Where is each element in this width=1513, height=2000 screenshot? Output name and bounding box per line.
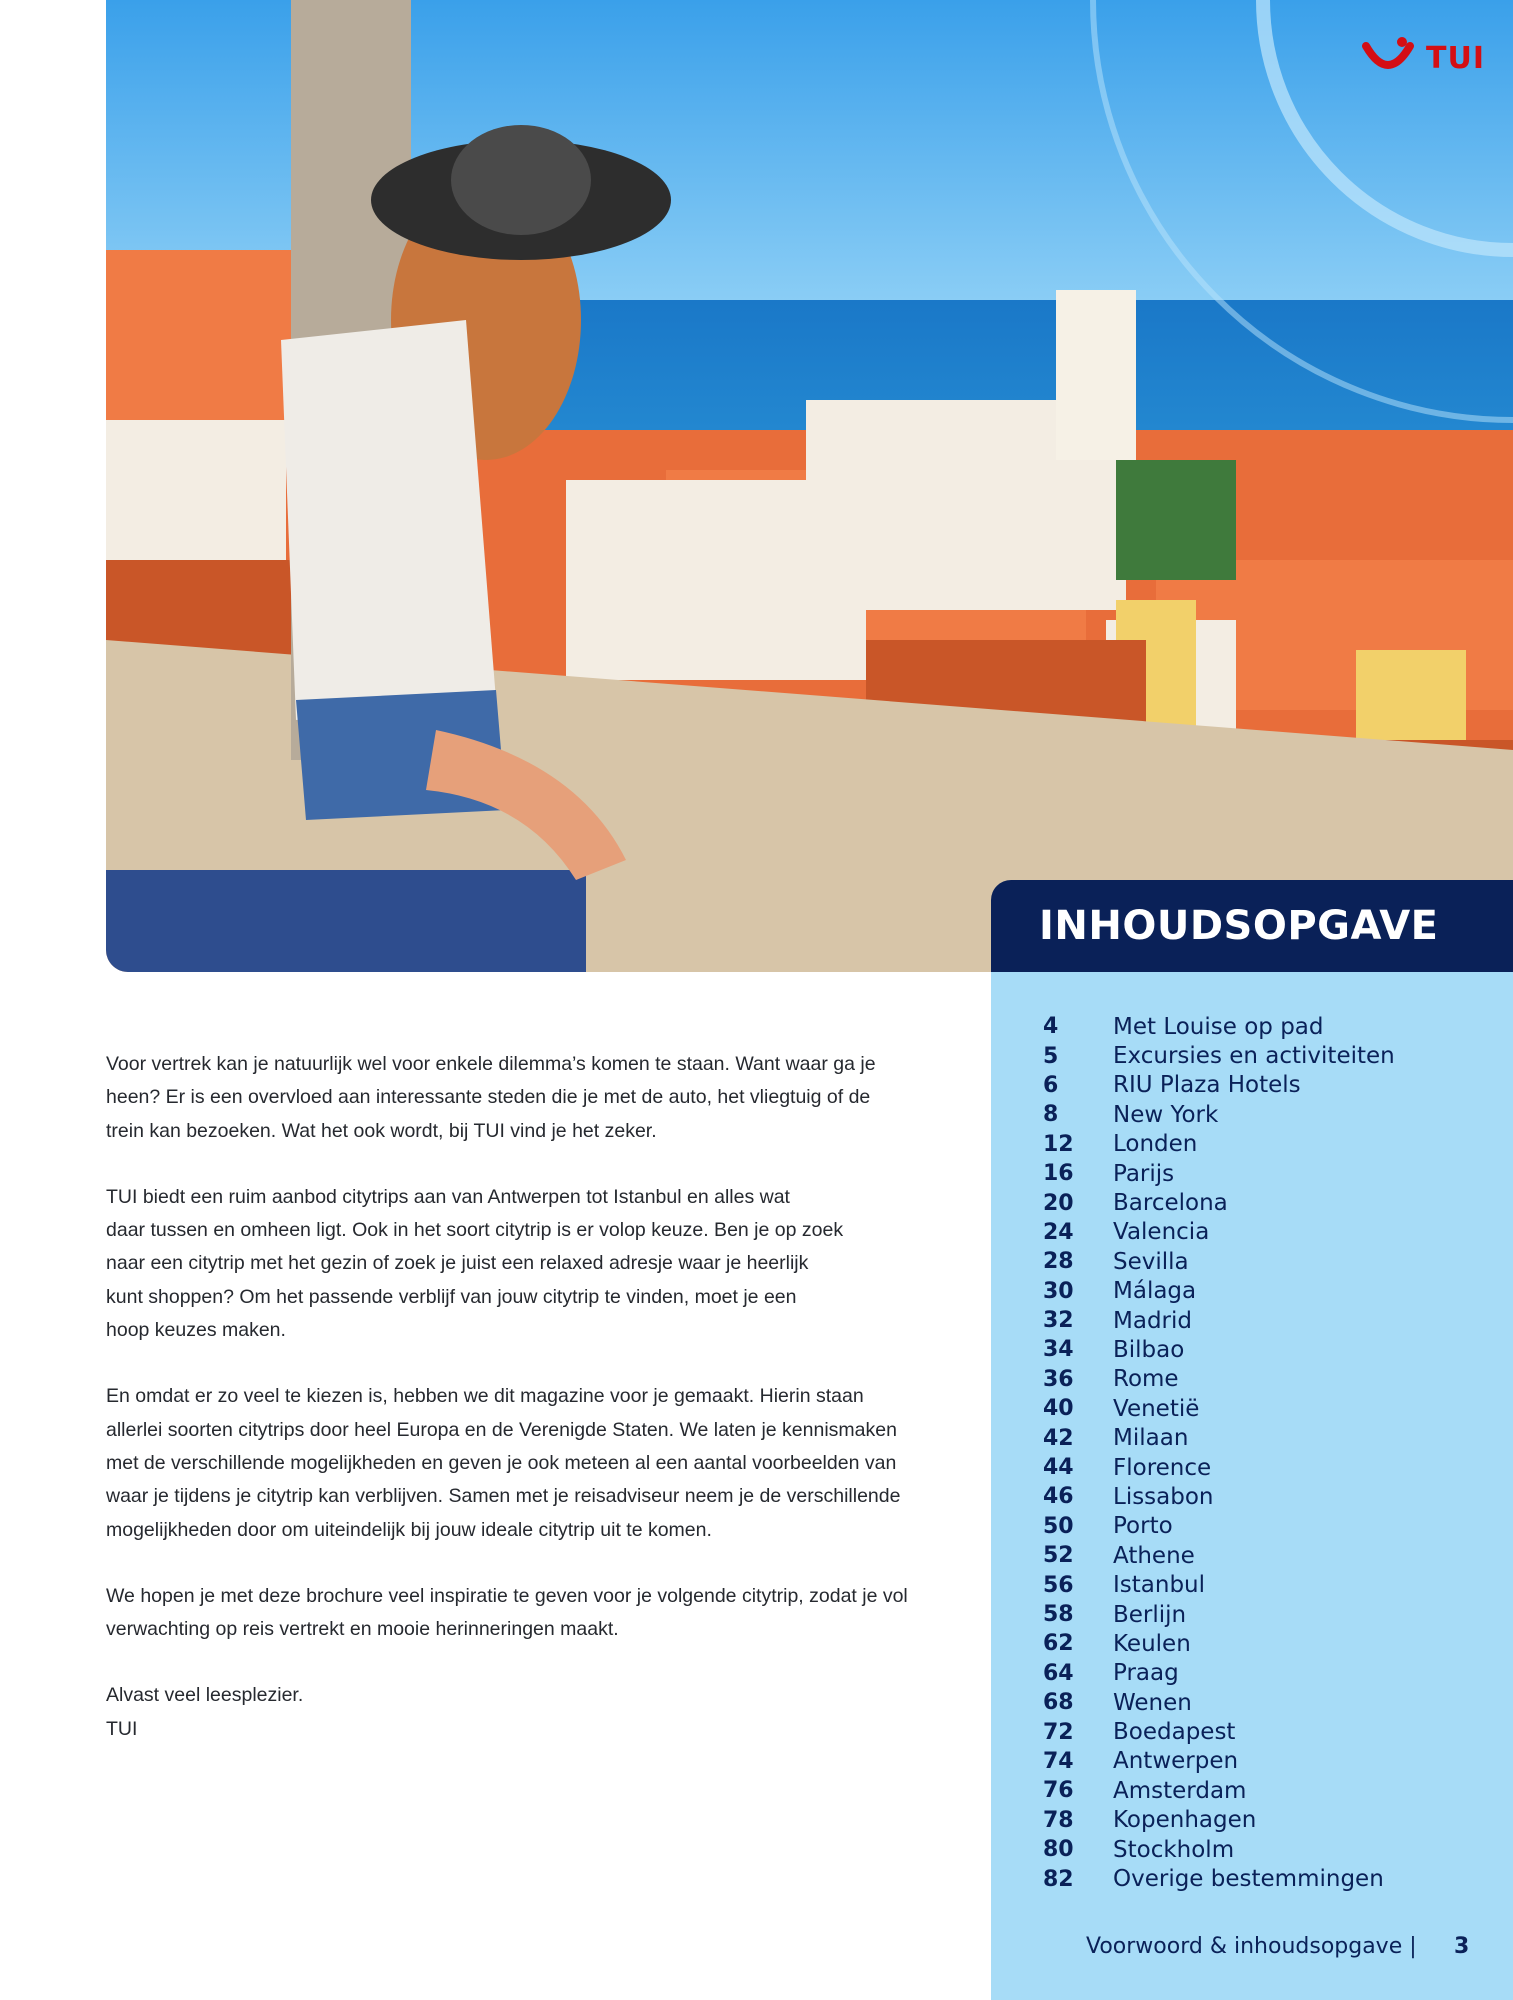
footer-page-number: 3 xyxy=(1454,1934,1470,1959)
toc-page-number: 50 xyxy=(1043,1513,1074,1539)
toc-item[interactable] xyxy=(1043,1012,1395,1041)
toc-page-number: 44 xyxy=(1043,1455,1074,1481)
intro-paragraph xyxy=(106,1580,946,1647)
toc-page-number: 8 xyxy=(1043,1102,1059,1128)
toc-header xyxy=(991,880,1513,972)
toc-page-number: 16 xyxy=(1043,1161,1074,1187)
toc-item[interactable] xyxy=(1043,1335,1395,1364)
toc-item[interactable] xyxy=(1043,1629,1395,1658)
toc-page-number: 82 xyxy=(1043,1866,1074,1892)
intro-paragraph xyxy=(106,1048,946,1148)
intro-paragraph xyxy=(106,1380,946,1546)
toc-item-title: Stockholm xyxy=(1113,1836,1235,1863)
toc-item-title: Excursies en activiteiten xyxy=(1113,1043,1395,1070)
intro-closing xyxy=(106,1679,946,1746)
toc-item-title: Antwerpen xyxy=(1113,1748,1239,1775)
toc-item-title: Milaan xyxy=(1113,1425,1189,1452)
toc-item[interactable] xyxy=(1043,1806,1395,1835)
toc-page-number: 36 xyxy=(1043,1366,1074,1392)
toc-page-number: 42 xyxy=(1043,1425,1074,1451)
toc-item-title: Málaga xyxy=(1113,1278,1197,1305)
toc-item[interactable] xyxy=(1043,1864,1395,1893)
toc-page-number: 24 xyxy=(1043,1219,1074,1245)
toc-item[interactable] xyxy=(1043,1100,1395,1129)
text-line: trein kan bezoeken. Wat het ook wordt, bij TUI vind je het zeker. xyxy=(106,1119,657,1142)
text-line: allerlei soorten citytrips door heel Europa en de Verenigde Staten. We laten je kennismaken xyxy=(106,1418,897,1441)
toc-item[interactable] xyxy=(1043,1570,1395,1599)
toc-item-title: Boedapest xyxy=(1113,1719,1236,1746)
intro-paragraph xyxy=(106,1181,946,1347)
toc-page-number: 5 xyxy=(1043,1043,1059,1069)
toc-panel xyxy=(991,972,1513,2000)
toc-page-number: 64 xyxy=(1043,1660,1074,1686)
intro-text xyxy=(106,1048,946,1779)
text-line: Voor vertrek kan je natuurlijk wel voor enkele dilemma’s komen te staan. Want waar ga je xyxy=(106,1053,876,1075)
toc-item[interactable] xyxy=(1043,1159,1395,1188)
toc-item[interactable] xyxy=(1043,1600,1395,1629)
toc-item[interactable] xyxy=(1043,1512,1395,1541)
toc-item[interactable] xyxy=(1043,1188,1395,1217)
toc-item-title: Met Louise op pad xyxy=(1113,1013,1324,1040)
toc-item[interactable] xyxy=(1043,1423,1395,1452)
toc-item[interactable] xyxy=(1043,1541,1395,1570)
toc-page-number: 20 xyxy=(1043,1190,1074,1216)
toc-page-number: 62 xyxy=(1043,1631,1074,1657)
toc-item[interactable] xyxy=(1043,1394,1395,1423)
text-line: mogelijkheden door om uiteindelijk bij jouw ideale citytrip uit te komen. xyxy=(106,1518,712,1541)
toc-item[interactable] xyxy=(1043,1130,1395,1159)
lisbon-rooftops-photo xyxy=(106,0,1513,972)
toc-title: INHOUDSOPGAVE xyxy=(1039,903,1439,949)
toc-item-title: Venetië xyxy=(1113,1395,1200,1422)
toc-page-number: 4 xyxy=(1043,1014,1059,1040)
toc-item[interactable] xyxy=(1043,1776,1395,1805)
toc-page-number: 78 xyxy=(1043,1807,1074,1833)
toc-item[interactable] xyxy=(1043,1247,1395,1276)
toc-item-title: Rome xyxy=(1113,1366,1179,1393)
hero-photo xyxy=(106,0,1513,972)
toc-item[interactable] xyxy=(1043,1688,1395,1717)
toc-item-title: Sevilla xyxy=(1113,1248,1189,1275)
toc-page-number: 72 xyxy=(1043,1719,1074,1745)
text-line: kunt shoppen? Om het passende verblijf van jouw citytrip te vinden, moet je een xyxy=(106,1285,797,1308)
text-line: naar een citytrip met het gezin of zoek je juist een relaxed adresje waar je heerlijk xyxy=(106,1252,809,1275)
footer-section-label: Voorwoord & inhoudsopgave | xyxy=(1086,1934,1417,1959)
text-line: We hopen je met deze brochure veel inspiratie te geven voor je volgende citytrip, zodat je vol xyxy=(106,1584,908,1607)
toc-item-title: Wenen xyxy=(1113,1689,1192,1716)
toc-page-number: 30 xyxy=(1043,1278,1074,1304)
toc-item-title: Overige bestemmingen xyxy=(1113,1866,1384,1893)
toc-page-number: 32 xyxy=(1043,1308,1074,1334)
toc-item-title: Madrid xyxy=(1113,1307,1192,1334)
toc-page-number: 40 xyxy=(1043,1396,1074,1422)
toc-item-title: Praag xyxy=(1113,1660,1179,1687)
toc-item-title: Florence xyxy=(1113,1454,1212,1481)
text-line: En omdat er zo veel te kiezen is, hebben we dit magazine voor je gemaakt. Hierin staan xyxy=(106,1385,864,1408)
toc-item[interactable] xyxy=(1043,1365,1395,1394)
brand-name: TUI xyxy=(1426,40,1485,76)
toc-page-number: 28 xyxy=(1043,1249,1074,1275)
toc-item-title: Barcelona xyxy=(1113,1190,1228,1217)
toc-page-number: 52 xyxy=(1043,1543,1074,1569)
toc-item-title: Istanbul xyxy=(1113,1572,1206,1599)
text-line: heen? Er is een overvloed aan interessante steden die je met de auto, het vliegtuig of de xyxy=(106,1086,871,1109)
text-line: TUI biedt een ruim aanbod citytrips aan van Antwerpen tot Istanbul en alles wat xyxy=(106,1185,790,1208)
toc-page-number: 6 xyxy=(1043,1072,1059,1098)
toc-item-title: Bilbao xyxy=(1113,1336,1185,1363)
toc-item-title: Porto xyxy=(1113,1513,1173,1540)
toc-item-title: Valencia xyxy=(1113,1219,1210,1246)
toc-item[interactable] xyxy=(1043,1071,1395,1100)
toc-item-title: Parijs xyxy=(1113,1160,1175,1187)
toc-item[interactable] xyxy=(1043,1306,1395,1335)
toc-page-number: 34 xyxy=(1043,1337,1074,1363)
toc-item-title: RIU Plaza Hotels xyxy=(1113,1072,1301,1099)
toc-page-number: 76 xyxy=(1043,1778,1074,1804)
toc-page-number: 46 xyxy=(1043,1484,1074,1510)
toc-item-title: Athene xyxy=(1113,1542,1195,1569)
text-line: met de verschillende mogelijkheden en geven je ook meteen al een aantal voorbeelden van xyxy=(106,1451,897,1474)
tui-smile-icon xyxy=(1360,36,1416,80)
toc-item-title: New York xyxy=(1113,1101,1219,1128)
text-line: verwachting op reis vertrekt en mooie herinneringen maakt. xyxy=(106,1618,619,1641)
toc-item[interactable] xyxy=(1043,1482,1395,1511)
text-line: daar tussen en omheen ligt. Ook in het soort citytrip is er volop keuze. Ben je op zoek xyxy=(106,1219,844,1242)
toc-item[interactable] xyxy=(1043,1747,1395,1776)
brand-logo xyxy=(1360,36,1485,80)
text-line: hoop keuzes maken. xyxy=(106,1319,286,1342)
toc-item-title: Amsterdam xyxy=(1113,1777,1247,1804)
signature: TUI xyxy=(106,1717,138,1740)
toc-item[interactable] xyxy=(1043,1717,1395,1746)
toc-item[interactable] xyxy=(1043,1835,1395,1864)
text-line: Alvast veel leesplezier. xyxy=(106,1684,304,1707)
toc-item-title: Kopenhagen xyxy=(1113,1807,1257,1834)
toc-page-number: 12 xyxy=(1043,1131,1074,1157)
toc-item[interactable] xyxy=(1043,1453,1395,1482)
toc-page-number: 74 xyxy=(1043,1748,1074,1774)
toc-item[interactable] xyxy=(1043,1659,1395,1688)
toc-item-title: Londen xyxy=(1113,1131,1198,1158)
toc-item[interactable] xyxy=(1043,1041,1395,1070)
toc-page-number: 80 xyxy=(1043,1837,1074,1863)
toc-list xyxy=(1043,1012,1395,1894)
toc-item-title: Keulen xyxy=(1113,1630,1191,1657)
toc-page-number: 68 xyxy=(1043,1690,1074,1716)
text-line: waar je tijdens je citytrip kan verblijven. Samen met je reisadviseur neem je de verschillende xyxy=(106,1485,901,1508)
toc-item[interactable] xyxy=(1043,1277,1395,1306)
toc-item[interactable] xyxy=(1043,1218,1395,1247)
toc-page-number: 56 xyxy=(1043,1572,1074,1598)
toc-page-number: 58 xyxy=(1043,1602,1074,1627)
toc-item-title: Lissabon xyxy=(1113,1483,1214,1510)
toc-item-title: Berlijn xyxy=(1113,1601,1187,1628)
